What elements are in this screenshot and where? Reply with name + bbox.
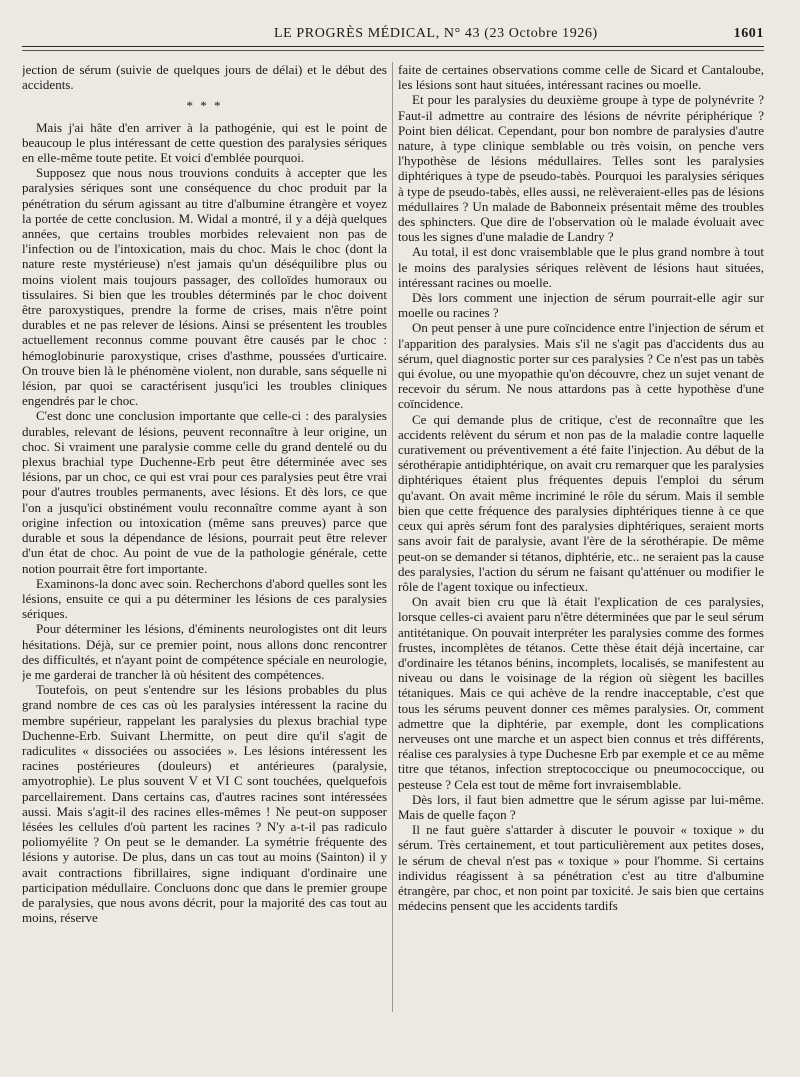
left-column xyxy=(22,62,387,1072)
paragraph: On peut penser à une pure coïncidence entre l'injection de sérum et l'apparition des paralysies. Mais s'il ne s'agit pas d'accidents dus au sérum, quel diagnostic porter sur ces paralysies ? Ce n'est pas un tabès qui évolue, ou une myopathie qu'on découvre, chez un sujet venant de recevoir du sérum. Ne nous attardons pas à cette hypothèse d'une coïncidence. xyxy=(398,320,764,412)
header-rule xyxy=(22,46,764,47)
column-divider xyxy=(392,62,393,1012)
paragraph: Et pour les paralysies du deuxième groupe à type de polynévrite ? Faut-il admettre au contraire des lésions de névrite périphérique ? Point bien délicat. Cependant, pour bon nombre de paralysies d'autre nature, à type clinique semblable ou très voisin, on penche vers l'hypothèse de lésions médullaires. Telles sont les paralysies diphtériques à type de pseudo-tabès. Pourquoi les paralysies sériques à type de pseudo-tabès, elles aussi, ne relèveraient-elles pas de lésions médullaires ? Un malade de Babonneix présentait même des troubles des sphincters. Que dire de l'observation où le malade évoluait avec tous les signes d'une maladie de Landry ? xyxy=(398,92,764,245)
paragraph: Toutefois, on peut s'entendre sur les lésions probables du plus grand nombre de ces cas où les paralysies intéressent la racine du membre supérieur, rappelant les paralysies du plexus brachial type Duchenne-Erb. Suivant Lhermitte, on peut dire qu'il s'agit de radiculites « dissociées ou associées ». Les lésions intéressent les racines postérieures (douleurs) et antérieures (paralysie, amyotrophie). Le plus souvent V et VI C sont touchées, quelquefois parcellairement. Dans certains cas, d'autres racines sont intéressées aussi. Mais s'agit-il des racines elles-mêmes ! Ne peut-on supposer lésées les cellules d'où partent les racines ? N'y a-t-il pas radiculo poliomyélite ? On peut se le demander. La symétrie fréquente des lésions y autorise. De plus, dans un cas tout au moins (Sainton) il y avait contractions fibrillaires, signe indiquant d'ordinaire une participation médullaire. Concluons donc que dans le premier groupe de paralysies, que nous avons décrit, pour la majorité des cas tout au moins, réserve xyxy=(22,682,387,926)
paragraph: Il ne faut guère s'attarder à discuter le pouvoir « toxique » du sérum. Très certainement, et tout particulièrement aux petites doses, le sérum de cheval n'est pas « toxique » pour l'homme. Si certains individus réagissent à sa pénétration c'est au titre d'albumine étrangère, par choc, et non point par toxicité. Je sais bien que certains médecins pensent que les accidents tardifs xyxy=(398,822,764,914)
paragraph: Examinons-la donc avec soin. Recherchons d'abord quelles sont les lésions, ensuite ce qui a pu déterminer les lésions de ces paralysies sériques. xyxy=(22,575,387,622)
paragraph: C'est donc une conclusion importante que celle-ci : des paralysies durables, relevant de lésions, peuvent reconnaître à leur origine, un choc. Si vraiment une paralysie comme celle du grand dentelé ou du plexus brachial type Duchenne-Erb peut être déterminée avec ses lésions, par un choc, ce qui est vrai pour ces paralysies peut être vrai pour d'autres troubles permanents, avec lésions. Et dès lors, ce que l'on a jusqu'ici obstinément voulu reconnaître comme ayant à son origine infection ou intoxication (même sans preuves) parce que durable et sous la dépendance de lésions, pourrait peut être relever d'un état de choc. Au point de vue de la pathologie générale, cette notion pourrait être fort importante. xyxy=(22,408,387,576)
paragraph: Dès lors comment une injection de sérum pourrait-elle agir sur moelle ou racines ? xyxy=(398,290,764,321)
running-header xyxy=(22,26,764,48)
journal-title: LE PROGRÈS MÉDICAL, N° 43 (23 Octobre 1926) xyxy=(274,26,598,41)
paragraph: Au total, il est donc vraisemblable que le plus grand nombre à tout le moins des paralysies sériques relèvent de lésions haut situées, intéressant racines ou moelle. xyxy=(398,244,764,290)
paragraph: jection de sérum (suivie de quelques jours de délai) et le début des accidents. xyxy=(22,62,387,93)
page-number: 1601 xyxy=(733,26,764,41)
paragraph: Mais j'ai hâte d'en arriver à la pathogénie, qui est le point de beaucoup le plus intéressant de cette question des paralysies sériques en elle-même toute petite. Et voici d'emblée pourquoi. xyxy=(22,119,387,166)
paragraph: Pour déterminer les lésions, d'éminents neurologistes ont dit leurs hésitations. Déjà, sur ce premier point, nous allons donc rencontrer des difficultés, et n'ayant point de compétence spéciale en neurologie, je me garderai de trancher là où hésitent des compétences. xyxy=(22,621,387,682)
paragraph: Dès lors, il faut bien admettre que le sérum agisse par lui-même. Mais de quelle façon ? xyxy=(398,791,764,822)
header-rule-thin xyxy=(22,50,764,51)
paragraph: faite de certaines observations comme celle de Sicard et Cantaloube, les lésions sont haut situées, intéressant racines ou moelle. xyxy=(398,62,764,93)
paragraph: Supposez que nous nous trouvions conduits à accepter que les paralysies sériques sont une conséquence du choc produit par la pénétration du sérum agissant au titre d'albumine étrangère et voyez la portée de cette conclusion. M. Widal a montré, il y a déjà quelques années, que certains troubles morbides relevaient non pas de l'infection ou de l'intoxication, mais du choc. Mais le choc (dont la nature reste mystérieuse) n'est jamais qu'un déséquilibre plus ou moins violent mais toujours passager, des colloïdes humoraux ou tissulaires. Si bien que les troubles déterminés par le choc doivent être paroxystiques, prendre la forme de crises, mais n'être point durables et ne pas relever de lésions. Ainsi se présentent les troubles actuellement reconnus comme pouvant être causés par le choc : hémoglobinurie paroxystique, crises d'asthme, poussées d'urticaire. On trouve bien là le phénomène violent, non durable, sans séquelle ni lésion, par quoi se caractérisent jusqu'ici les troubles cliniques engendrés par le choc. xyxy=(22,165,387,409)
section-separator: * * * xyxy=(186,98,223,114)
paragraph: On avait bien cru que là était l'explication de ces paralysies, lorsque celles-ci avaient paru n'être déterminées que par le seul sérum antitétanique. On pouvait interpréter les paralysies comme des formes frustes, incomplètes de tétanos. Cette thèse était déjà incertaine, car d'ordinaire les tétanos bénins, incomplets, localisés, se manifestent au niveau ou dans le voisinage de la région où siègent les bacilles tétaniques. Mais ce qui achève de la rendre inacceptable, c'est que tous les sérums peuvent donner ces mêmes paralysies. Or, comment admettre que la diphtérie, par exemple, dont les complications nerveuses ont une marche et un aspect bien connus et très différents, réalise ces paralysies à type Duchesne Erb par exemple et ce au même titre que tétanos, infection streptococcique ou pneumococcique, ou pesteuse ? Cela est tout de même fort invraisemblable. xyxy=(398,594,764,792)
right-column xyxy=(398,62,764,1072)
paragraph: Ce qui demande plus de critique, c'est de reconnaître que les accidents relèvent du sérum et non pas de la maladie contre laquelle curativement ou préventivement a été faite l'injection. Au début de la sérothérapie antidiphtérique, on avait cru remarquer que les paralysies diphtériques étaient plus fréquentes depuis l'emploi du sérum qu'avant. On avait même incriminé le rôle du sérum. Mais il semble bien que cette fréquence des paralysies diphtériques tienne à ce que ceux qui après sérum font des paralysies diphtériques, seraient morts sans avoir fait de paralysie, avant l'ère de la sérothérapie. De même peut-on se demander si tétanos, diphtérie, etc.. ne seraient pas la cause des paralysies, l'action du sérum ne faisant qu'atténuer ou modifier le rôle de l'agent toxique ou infectieux. xyxy=(398,411,764,594)
